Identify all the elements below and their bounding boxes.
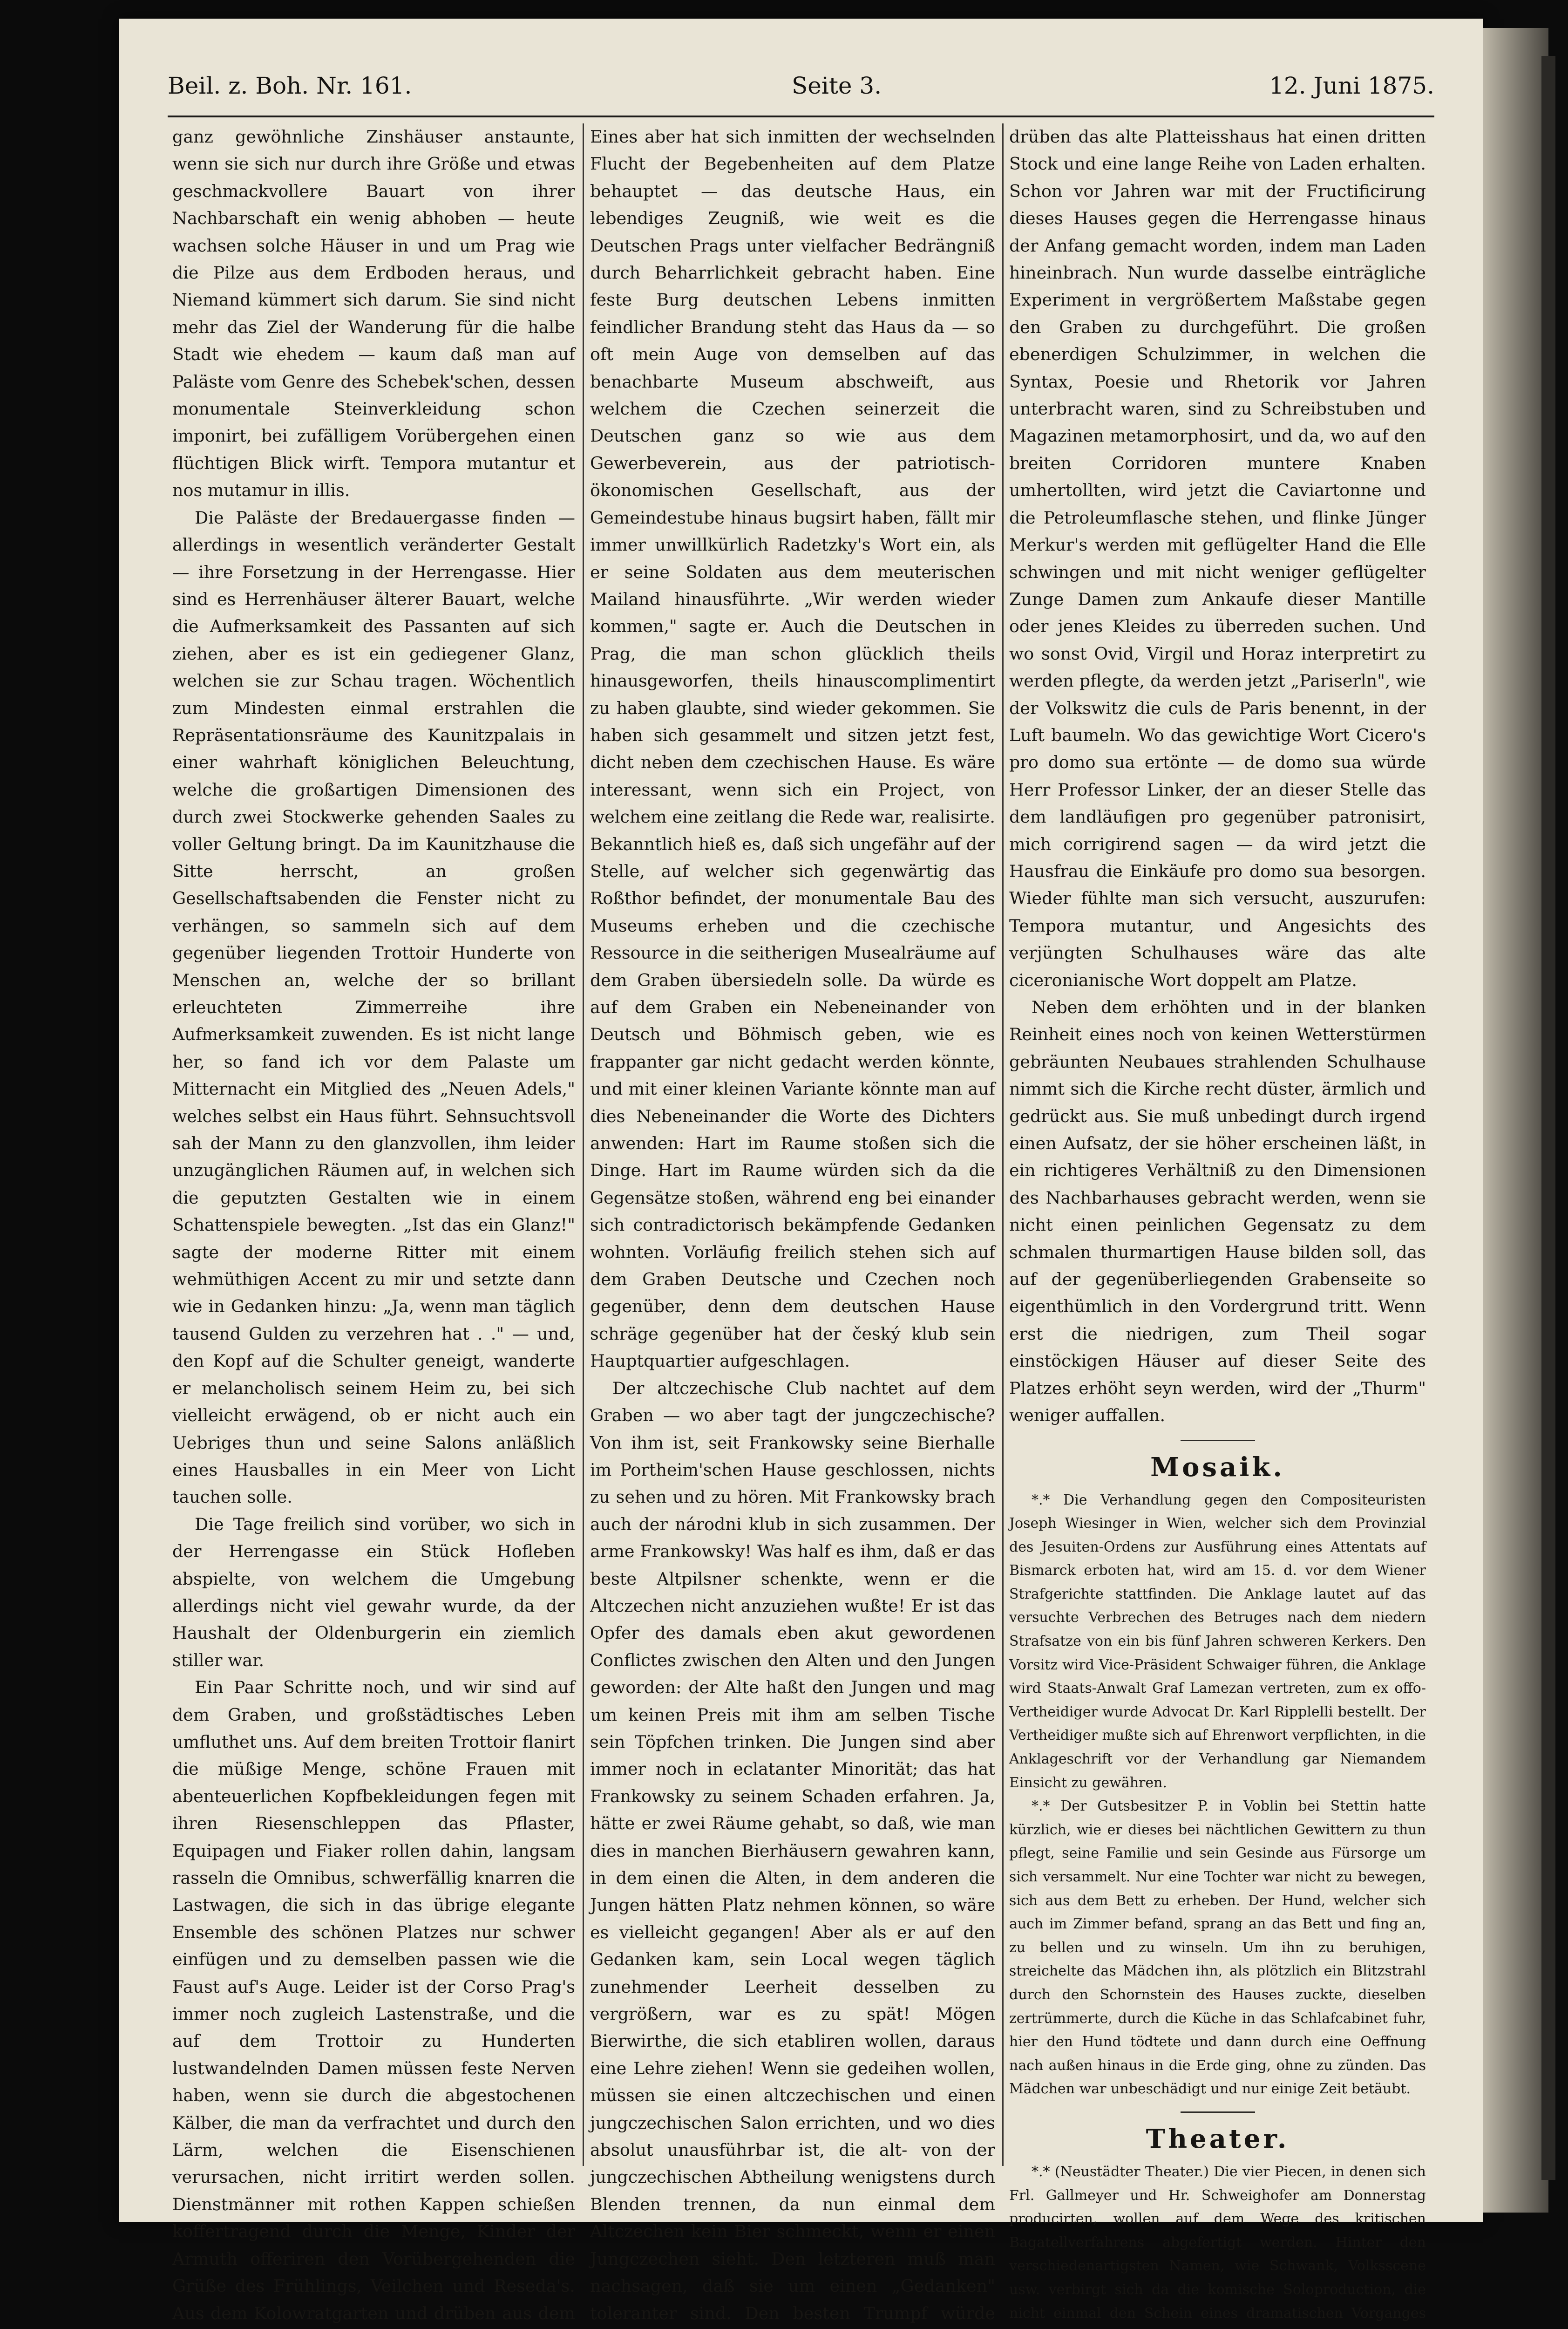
paragraph: Die Tage freilich sind vorüber, wo sich in der Herrengasse ein Stück Hofleben abspielte, von welchem die Umgebung allerdings nicht viel gewahr wurde, da der Haushalt der Oldenburgerin ein ziemlich stiller war. (172, 1514, 575, 1670)
paragraph: Der altczechische Club nachtet auf dem Graben — wo aber tagt der jungczechische? Von ihm ist, seit Frankowsky seine Bierhalle im Portheim'schen Hause geschlossen, nichts zu sehen und zu hören. Mit Frankowsky brach auch der národni klub in sich zusammen. Der arme Frankowsky! Was half es ihm, daß er das beste Altpilsner schenkte, wenn er die Altczechen nicht anzuziehen wußte! Er ist das Opfer des damals eben akut gewordenen Conflictes zwischen den Alten und den Jungen geworden: der Alte haßt den Jungen und mag um keinen Preis mit ihm am selben Tische sein Töpfchen trinken. Die Jungen sind aber immer noch in eclatanter Minorität; das hat Frankowsky zu seinem Schaden erfahren. Ja, hätte er zwei Räume gehabt, so daß, wie man dies in manchen Bierhäusern gewahren kann, in dem einen die Alten, in dem anderen die Jungen hätten Platz nehmen können, so wäre es vielleicht gegangen! Aber als er auf den Gedanken kam, sein Local wegen täglich zunehmender Leerheit desselben zu vergrößern, war es zu spät! Mögen Bierwirthe, die sich etabliren wollen, daraus eine Lehre ziehen! Wenn sie gedeihen wollen, müssen sie einen altczechischen und einen jungczechischen Salon errichten, und wo dies absolut unausführbar ist, die alt- von der jungczechischen Abtheilung wenigstens durch Blenden trennen, da nun einmal dem Altczechen kein Bier schmeckt, wenn er einen Jungczechen sieht. Den letzteren muß man nachsagen, daß sie um einen „Gedanken" toleranter sind. Den besten Trumpf würde (590, 1378, 995, 2323)
header-supplement-number: Beil. z. Boh. Nr. 161. (168, 72, 412, 99)
paragraph: Ein Paar Schritte noch, und wir sind auf dem Graben, und großstädtisches Leben umfluthet uns. Auf dem breiten Trottoir flanirt die müßige Menge, schöne Frauen mit abenteuerlichen Kopfbekleidungen fegen mit ihren Riesenschleppen das Pflaster, Equipagen und Fiaker rollen dahin, langsam rasseln die Omnibus, schwerfällig knarren die Lastwagen, die sich in das übrige elegante Ensemble des schönen Platzes nur schwer einfügen und zu demselben passen wie die Faust auf's Auge. Leider ist der Corso Prag's immer noch zugleich Lastenstraße, und die auf dem Trottoir zu Hunderten lustwandelnden Damen müssen feste Nerven haben, wenn sie durch die abgestochenen Kälber, die man da verfrachtet und durch den Lärm, welchen die Eisenschienen verursachen, nicht irritirt werden sollen. Dienstmänner mit rothen Kappen schießen koffertragend durch die Menge, Kinder der Armuth offeriren den Vorübergehenden die Grüße des Frühlings, Veilchen und Reseda's. Aus dem Kolowratgarten und drüben aus dem (172, 1677, 575, 2323)
column-3 (1009, 123, 1426, 2322)
paragraph: ganz gewöhnliche Zinshäuser anstaunte, wenn sie sich nur durch ihre Größe und etwas geschmackvollere Bauart von ihrer Nachbarschaft ein wenig abhoben — heute wachsen solche Häuser in und um Prag wie die Pilze aus dem Erdboden heraus, und Niemand kümmert sich darum. Sie sind nicht mehr das Ziel der Wanderung für die halbe Stadt wie ehedem — kaum daß man auf Paläste vom Genre des Schebek'schen, dessen monumentale Steinverkleidung schon imponirt, bei zufälligem Vorübergehen einen flüchtigen Blick wirft. Tempora mutantur et nos mutamur in illis. (172, 127, 575, 501)
page-header (168, 58, 1434, 109)
theater-heading: Theater. (1146, 2123, 1290, 2154)
header-page-number: Seite 3. (792, 72, 882, 99)
theater-review: *.* (Neustädter Theater.) Die vier Piecen, in denen sich Frl. Gallmeyer und Hr. Schweighofer am Donnerstag producirten, wollen auf dem Wege des kritischen Bagatellverfahrens abgefertigt werden. Hinter den verschiedenartigsten Namen, wie Schwank, Volksscene usw. verbirgt sich da die komische Soloproduction, die nicht einmal den Schein eines dramatischen Vorganges (1009, 2163, 1426, 2322)
paragraph: Die Paläste der Bredauergasse finden — allerdings in wesentlich veränderter Gestalt — ihre Forsetzung in der Herrengasse. Hier sind es Herrenhäuser älterer Bauart, welche die Aufmerksamkeit des Passanten auf sich ziehen, aber es ist ein gediegener Glanz, welchen sie zur Schau tragen. Wöchentlich zum Mindesten einmal erstrahlen die Repräsentationsräume des Kaunitzpalais in einer wahrhaft königlichen Beleuchtung, welche die großartigen Dimensionen des durch zwei Stockwerke gehenden Saales zu voller Geltung bringt. Da im Kaunitzhause die Sitte herrscht, an großen Gesellschaftsabenden die Fenster nicht zu verhängen, so sammeln sich auf dem gegenüber liegenden Trottoir Hunderte von Menschen an, welche der so brillant erleuchteten Zimmerreihe ihre Aufmerksamkeit zuwenden. Es ist nicht lange her, so fand ich vor dem Palaste um Mitternacht ein Mitglied des „Neuen Adels," welches selbst ein Haus führt. Sehnsuchtsvoll sah der Mann zu den glanzvollen, ihm leider unzugänglichen Räumen auf, in welchen sich die geputzten Gestalten wie in einem Schattenspiele bewegten. „Ist das ein Glanz!" sagte der moderne Ritter mit einem wehmüthigen Accent zu mir und setzte dann wie in Gedanken hinzu: „Ja, wenn man täglich tausend Gulden zu verzehren hat . ." — und, den Kopf auf die Schulter geneigt, wanderte er melancholisch seinem Heim zu, bei sich vielleicht erwägend, ob er nicht auch ein Uebriges thun und seine Salons anläßlich eines Hausballes in ein Meer von Licht tauchen solle. (172, 507, 575, 1507)
page-edge-dark (1541, 56, 1555, 2180)
header-rule (168, 116, 1434, 117)
column-1 (172, 123, 575, 2323)
paragraph: Neben dem erhöhten und in der blanken Reinheit eines noch von keinen Wetterstürmen gebräunten Neubaues strahlenden Schulhause nimmt sich die Kirche recht düster, ärmlich und gedrückt aus. Sie muß unbedingt durch irgend einen Aufsatz, der sie höher erscheinen läßt, in ein richtigeres Verhältniß zu den Dimensionen des Nachbarhauses gebracht werden, wenn sie nicht einen peinlichen Gegensatz zu dem schmalen thurmartigen Hause bilden soll, das auf der gegenüberliegenden Grabenseite so eigenthümlich in den Vordergrund tritt. Wenn erst die niedrigen, zum Theil sogar einstöckigen Häuser auf dieser Seite des Platzes erhöht seyn werden, wird der „Thurm" weniger auffallen. (1009, 997, 1426, 1426)
newspaper-page (119, 19, 1483, 2323)
paragraph: drüben das alte Platteisshaus hat einen dritten Stock und eine lange Reihe von Laden erhalten. Schon vor Jahren war mit der Fructificirung dieses Hauses gegen die Herrengasse hinaus der Anfang gemacht worden, indem man Laden hineinbrach. Nun wurde dasselbe einträgliche Experiment in vergrößertem Maßstabe gegen den Graben zu durchgeführt. Die großen ebenerdigen Schulzimmer, in welchen die Syntax, Poesie und Rhetorik vor Jahren unterbracht waren, sind zu Schreibstuben und Magazinen metamorphosirt, und da, wo auf den breiten Corridoren muntere Knaben umhertollten, wird jetzt die Caviartonne und die Petroleumflasche stehen, und flinke Jünger Merkur's werden mit geflügelter Hand die Elle schwingen und mit nicht weniger geflügelter Zunge Damen zum Ankaufe dieser Mantille oder jenes Kleides zu überreden suchen. Und wo sonst Ovid, Virgil und Horaz interpretirt zu werden pflegte, da werden jetzt „Pariserln", wie der Volkswitz die culs de Paris benennt, in der Luft baumeln. Wo das gewichtige Wort Cicero's pro domo sua ertönte — de domo sua würde Herr Professor Linker, der an dieser Stelle das dem landläufigen pro gegenüber patronisirt, mich corrigirend sagen — da wird jetzt die Hausfrau die Einkäufe pro domo sua besorgen. Wieder fühlte man sich versucht, auszurufen: Tempora mutantur, und Angesichts des verjüngten Schulhauses wäre das alte ciceronianische Wort doppelt am Platze. (1009, 127, 1426, 990)
column-divider-1 (583, 123, 584, 2166)
mosaik-heading: Mosaik. (1150, 1451, 1285, 1483)
section-divider (1181, 2111, 1255, 2113)
section-divider (1181, 1440, 1255, 1441)
column-2 (590, 123, 995, 2323)
header-date: 12. Juni 1875. (1269, 72, 1434, 99)
news-item: *.* Der Gutsbesitzer P. in Voblin bei Stettin hatte kürzlich, wie er dieses bei nächtlichen Gewittern zu thun pflegt, seine Familie und sein Gesinde aus Fürsorge um sich versammelt. Nur eine Tochter war nicht zu bewegen, sich aus dem Bett zu erheben. Der Hund, welcher sich auch im Zimmer befand, sprang an das Bett und fing an, zu bellen und zu winseln. Um ihn zu beruhigen, streichelte das Mädchen ihn, als plötzlich ein Blitzstrahl durch den Schornstein des Hauses zuckte, dieselben zertrümmerte, durch die Küche in das Schlafcabinet fuhr, hier den Hund tödtete und dann durch eine Oeffnung nach außen hinaus in die Erde ging, ohne zu zünden. Das Mädchen war unbeschädigt und nur einige Zeit betäubt. (1009, 1798, 1426, 2097)
paragraph: Eines aber hat sich inmitten der wechselnden Flucht der Begebenheiten auf dem Platze behauptet — das deutsche Haus, ein lebendiges Zeugniß, wie weit es die Deutschen Prags unter vielfacher Bedrängniß durch Beharrlichkeit gebracht haben. Eine feste Burg deutschen Lebens inmitten feindlicher Brandung steht das Haus da — so oft mein Auge von demselben auf das benachbarte Museum abschweift, aus welchem die Czechen seinerzeit die Deutschen ganz so wie aus dem Gewerbeverein, aus der patriotisch-ökonomischen Gesellschaft, aus der Gemeindestube hinaus bugsirt haben, fällt mir immer unwillkürlich Radetzky's Wort ein, als er seine Soldaten aus dem meuterischen Mailand hinausführte. „Wir werden wieder kommen," sagte er. Auch die Deutschen in Prag, die man schon glücklich theils hinausgeworfen, theils hinauscomplimentirt zu haben glaubte, sind wieder gekommen. Sie haben sich gesammelt und sitzen jetzt fest, dicht neben dem czechischen Hause. Es wäre interessant, wenn sich ein Project, von welchem eine zeitlang die Rede war, realisirte. Bekanntlich hieß es, daß sich ungefähr auf der Stelle, auf welcher sich gegenwärtig das Roßthor befindet, der monumentale Bau des Museums erheben und die czechische Ressource in die seitherigen Musealräume auf dem Graben übersiedeln solle. Da würde es auf dem Graben ein Nebeneinander von Deutsch und Böhmisch geben, wie es frappanter gar nicht gedacht werden könnte, und mit einer kleinen Variante könnte man auf dies Nebeneinander die Worte des Dichters anwenden: Hart im Raume stoßen sich die Dinge. Hart im Raume würden sich da die Gegensätze stoßen, während eng bei einander sich contradictorisch bekämpfende Gedanken wohnten. Vorläufig freilich stehen sich auf dem Graben Deutsche und Czechen noch gegenüber, denn dem deutschen Hause schräge gegenüber hat der český klub sein Hauptquartier aufgeschlagen. (590, 127, 995, 1371)
news-item: *.* Die Verhandlung gegen den Compositeuristen Joseph Wiesinger in Wien, welcher sich dem Provinzial des Jesuiten-Ordens zur Ausführung eines Attentats auf Bismarck erboten hat, wird am 15. d. vor dem Wiener Strafgerichte stattfinden. Die Anklage lautet auf das versuchte Verbrechen des Betruges nach dem niedern Strafsatze von ein bis fünf Jahren schweren Kerkers. Den Vorsitz wird Vice-Präsident Schwaiger führen, die Anklage wird Staats-Anwalt Graf Lamezan vertreten, zum ex offo-Vertheidiger wurde Advocat Dr. Karl Ripplelli bestellt. Der Vertheidiger mußte sich auf Ehrenwort verpflichten, in die Anklageschrift vor der Verhandlung gar Niemandem Einsicht zu gewähren. (1009, 1491, 1426, 1791)
page-edge-shadow (1483, 28, 1548, 2213)
column-divider-2 (1002, 123, 1004, 2166)
